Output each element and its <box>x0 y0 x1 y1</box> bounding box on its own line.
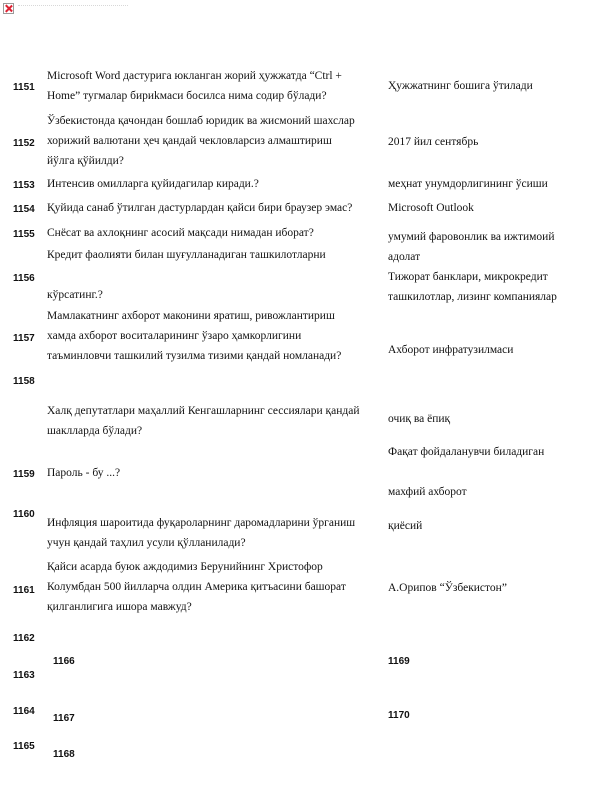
answer-text: умумий фаровонлик ва ижтимоий адолат <box>388 231 555 263</box>
reference-number: 1168 <box>53 749 75 760</box>
answer-text: Microsoft Outlook <box>388 202 474 214</box>
faint-header-line <box>18 5 128 8</box>
row-number: 1158 <box>13 376 35 387</box>
row-number: 1157 <box>13 333 35 344</box>
reference-number: 1169 <box>388 656 410 667</box>
reference-number: 1166 <box>53 656 75 667</box>
reference-number: 1167 <box>53 713 75 724</box>
question-text: Ўзбекистонда қачондан бошлаб юридик ва жисмоний шахслар хорижий валютани ҳеч қандай чекловларсиз алмаштириш йўлга қўйилди? <box>47 115 355 167</box>
row-number: 1162 <box>13 633 35 644</box>
row-number: 1153 <box>13 180 35 191</box>
row-number: 1165 <box>13 741 35 752</box>
question-text: Инфляция шароитида фуқароларнинг даромадларини ўрганиш учун қандай таҳлил усули қўлланилади? <box>47 517 356 549</box>
question-text: Кредит фаолияти билан шуғулланадиган ташкилотларни кўрсатинг.? <box>47 249 326 301</box>
question-text: Қайси асарда буюк аждодимиз Берунийнинг Христофор Колумбдан 500 йилларча олдин Америка қитъасини башорат қилганлигига ишора мавжуд? <box>47 561 346 613</box>
row-number: 1161 <box>13 585 35 596</box>
answer-text: Ҳужжатнинг бошига ўтилади <box>388 80 533 92</box>
question-text: Пароль - бу ...? <box>47 467 121 479</box>
row-number: 1155 <box>13 229 35 240</box>
answer-text: Тижорат банклари, микрокредит ташкилотлар, лизинг компаниялар <box>388 271 557 303</box>
answer-text: А.Орипов “Ўзбекистон” <box>388 582 507 594</box>
question-text: Microsoft Word дастурига юкланган жорий ҳужжатда “Ctrl + Home” тугмалар бириkмаси босилса нима содир бўлади? <box>47 70 342 102</box>
row-number: 1152 <box>13 138 35 149</box>
question-text: Мамлакатнинг ахборот маконини яратиш, ривожлантириш хамда ахборот воситаларининг ўзаро ҳамкорлигини таъминловчи ташкилий тузилма тизими қандай номланади? <box>47 310 342 362</box>
question-text: Қуйида санаб ўтилган дастурлардан қайси бири браузер эмас? <box>47 202 353 214</box>
question-text: Снёсат ва ахлоқнинг асосий мақсади нимадан иборат? <box>47 227 314 239</box>
row-number: 1160 <box>13 509 35 520</box>
row-number: 1159 <box>13 469 35 480</box>
answer-text: очиқ ва ёпиқ <box>388 413 451 425</box>
question-text: Халқ депутатлари маҳаллий Кенгашларнинг сессиялари қандай шаклларда бўлади? <box>47 405 360 437</box>
answer-text: қиёсий <box>388 520 423 532</box>
answer-text: меҳнат унумдорлигининг ўсиши <box>388 178 548 190</box>
broken-image-icon <box>3 3 14 14</box>
row-number: 1163 <box>13 670 35 681</box>
row-number: 1156 <box>13 273 35 284</box>
row-number: 1164 <box>13 706 35 717</box>
reference-number: 1170 <box>388 710 410 721</box>
row-number: 1154 <box>13 204 35 215</box>
answer-text: Фақат фойдаланувчи биладиган махфий ахборот <box>388 446 545 498</box>
row-number: 1151 <box>13 82 35 93</box>
answer-text: 2017 йил сентябрь <box>388 136 479 148</box>
question-text: Интенсив омилларга қуйидагилар киради.? <box>47 178 259 190</box>
answer-text: Ахборот инфратузилмаси <box>388 344 514 356</box>
